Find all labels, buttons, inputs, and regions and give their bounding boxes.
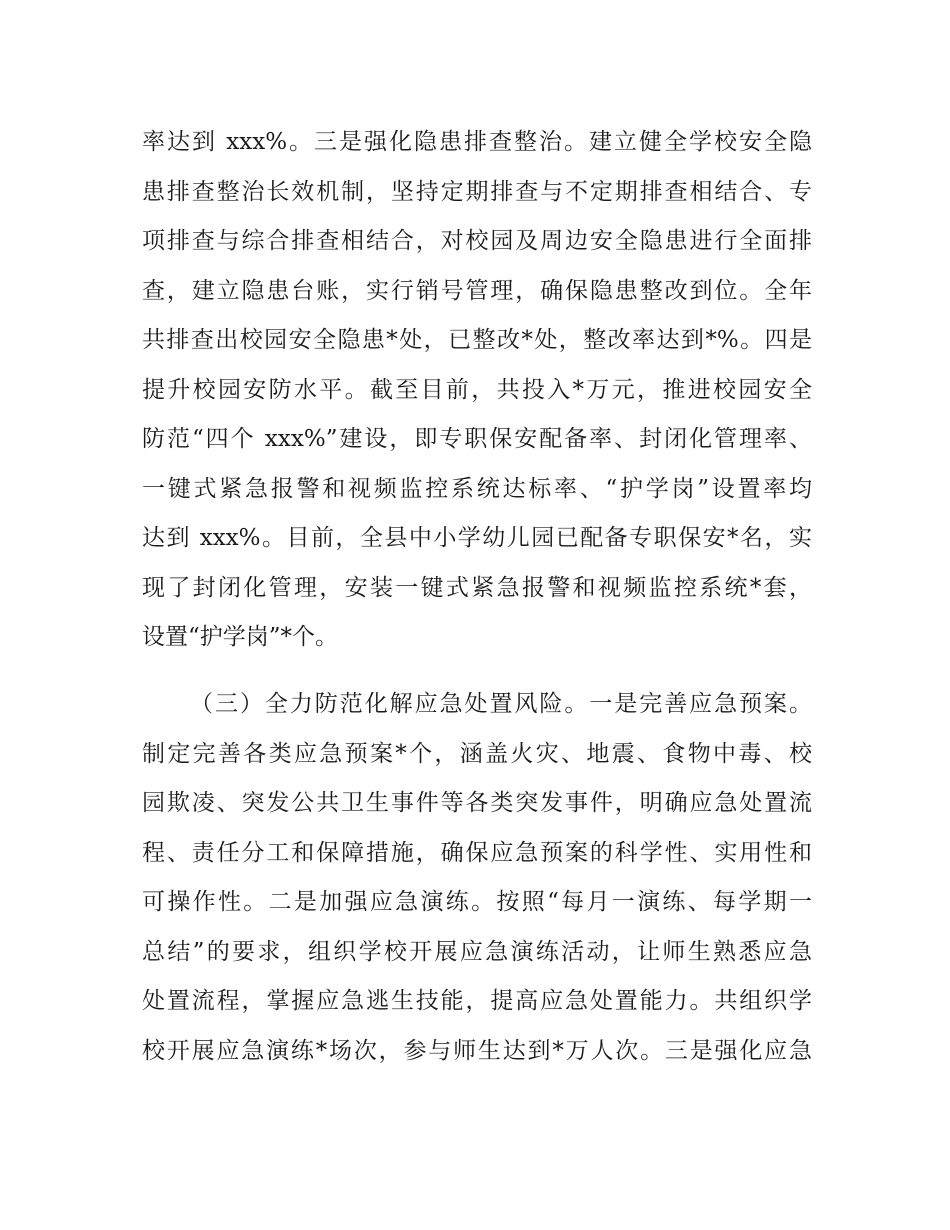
text-line: 制定完善各类应急预案*个，涵盖火灾、地震、食物中毒、校: [142, 740, 812, 767]
text-line: 达到 xxx%。目前，全县中小学幼儿园已配备专职保安*名，实: [142, 525, 812, 551]
text-line: 共排查出校园安全隐患*处，已整改*处，整改率达到*%。四是: [142, 327, 812, 353]
text-line: 提升校园安防水平。截至目前，共投入*万元，推进校园安全: [142, 376, 812, 403]
text-line: 园欺凌、突发公共卫生事件等各类突发事件，明确应急处置流: [142, 790, 812, 816]
text-line: 项排查与综合排查相结合，对校园及周边安全隐患进行全面排: [142, 228, 812, 254]
text-line: 患排查整治长效机制，坚持定期排查与不定期排查相结合、专: [142, 178, 812, 205]
text-line: 一键式紧急报警和视频监控系统达标率、“护学岗”设置率均: [142, 475, 812, 502]
text-line: 防范“四个 xxx%”建设，即专职保安配备率、封闭化管理率、: [142, 426, 812, 452]
body-paragraph-2: [142, 680, 812, 1076]
text-line: 率达到 xxx%。三是强化隐患排查整治。建立健全学校安全隐: [142, 129, 812, 155]
text-line: 处置流程，掌握应急逃生技能，提高应急处置能力。共组织学: [142, 988, 812, 1014]
text-line: 校开展应急演练*场次，参与师生达到*万人次。三是强化应急: [142, 1037, 812, 1064]
body-paragraph-1: [142, 118, 812, 663]
text-line: 查，建立隐患台账，实行销号管理，确保隐患整改到位。全年: [142, 277, 812, 304]
text-line: 程、责任分工和保障措施，确保应急预案的科学性、实用性和: [142, 839, 812, 866]
section-heading-line: （三）全力防范化解应急处置风险。一是完善应急预案。: [190, 691, 812, 717]
text-line: 设置“护学岗”*个。: [142, 624, 339, 650]
text-line: 现了封闭化管理，安装一键式紧急报警和视频监控系统*套，: [142, 574, 812, 601]
text-line: 可操作性。二是加强应急演练。按照“每月一演练、每学期一: [142, 889, 812, 915]
text-line: 总结”的要求，组织学校开展应急演练活动，让师生熟悉应急: [142, 938, 812, 965]
